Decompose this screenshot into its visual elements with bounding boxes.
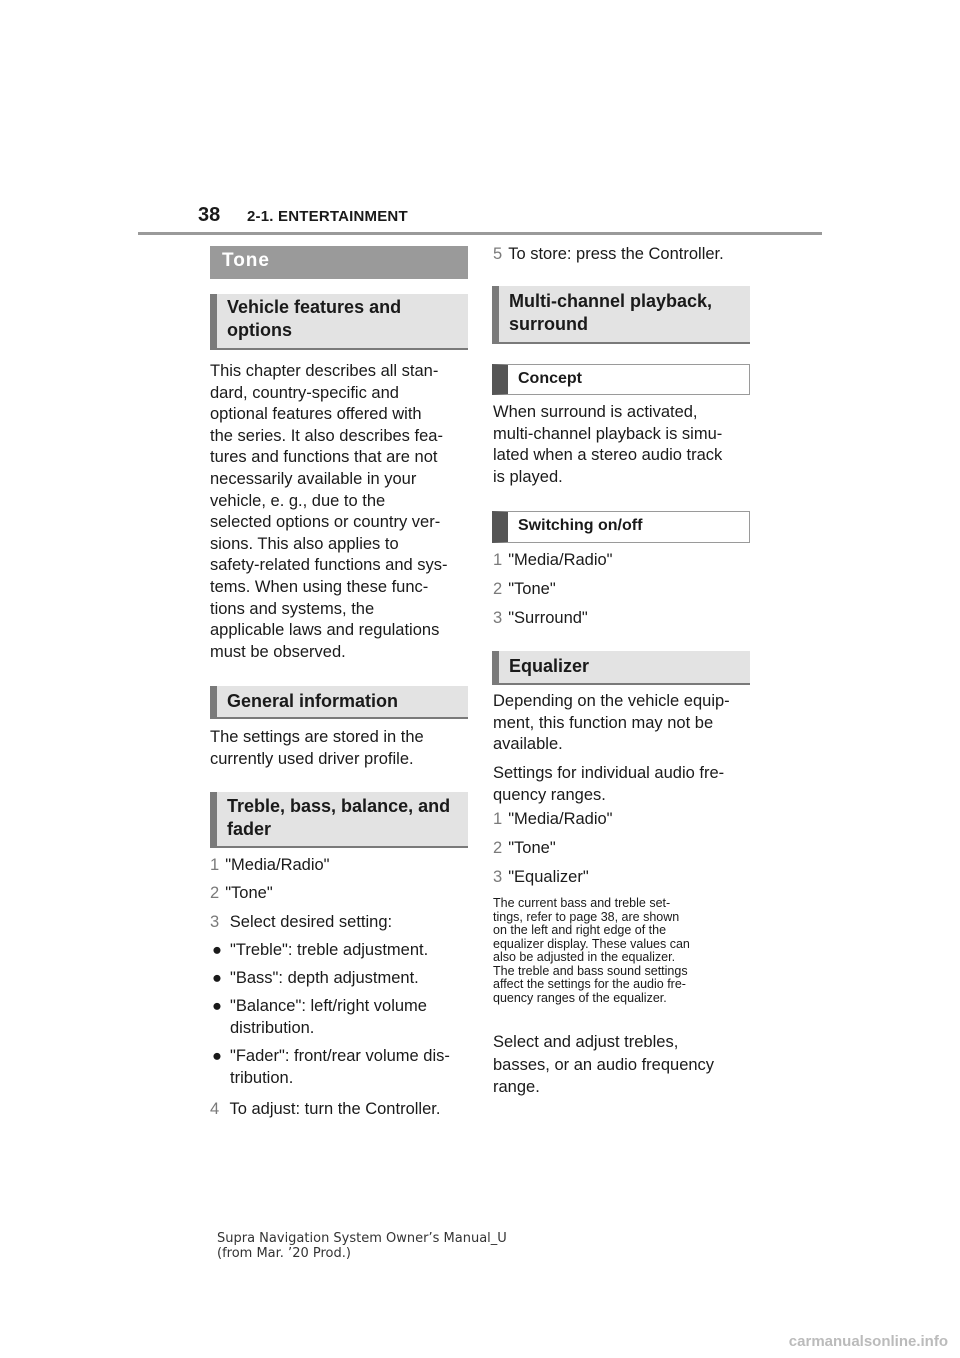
watermark: carmanualsonline.info [788, 1333, 948, 1350]
concept-heading: Concept [492, 364, 750, 395]
concept-text: When surround is activated, multi-channel playback is simu- lated when a stereo audio track is played. [493, 403, 723, 486]
footer: Supra Navigation System Owner’s Manual_U (from Mar. ’20 Prod.) [217, 1231, 507, 1261]
step-item: 1 "Media/Radio" [493, 551, 613, 569]
step-item: 2 "Tone" [493, 580, 556, 598]
multi-channel-heading: Multi-channel playback, surround [492, 286, 750, 344]
equalizer-note: The current bass and treble set- tings, refer to page 38, are shown on the left and right edge of the equalizer display. These values can also be adjusted in the equalizer. The treble and bass sound settings affect the settings for the audio fre- quency ranges of the equalizer. [493, 896, 690, 1005]
header-rule [138, 232, 822, 235]
step-item: 4 To adjust: turn the Controller. [210, 1100, 441, 1118]
step-item: 3 "Surround" [493, 609, 588, 627]
bullet-icon: ● [212, 969, 222, 987]
switching-heading: Switching on/off [492, 511, 750, 543]
treble-bass-heading: Treble, bass, balance, and fader [210, 792, 468, 848]
bullet-icon: ● [212, 1047, 222, 1065]
equalizer-settings-text: Settings for individual audio fre- quency ranges. [493, 764, 725, 804]
tone-heading: Tone [210, 246, 468, 279]
bullet-icon: ● [212, 997, 222, 1015]
bullet-icon: ● [212, 941, 222, 959]
step-item: 1 "Media/Radio" [210, 856, 330, 874]
equalizer-availability-text: Depending on the vehicle equip- ment, this function may not be available. [493, 692, 730, 754]
bullet-item: ● "Balance": left/right volume distribution. [212, 997, 427, 1037]
step-item: 2 "Tone" [210, 884, 273, 902]
vehicle-features-text: This chapter describes all stan- dard, country-specific and optional features offered with the series. It also describes fea- tures and functions that are not necessarily available in your vehicle, e. g., due to the selected options or country ver- sions. This also applies to safety-related functions and sys- tems. When using these func- tions and systems, the applicable laws and regulations must be observed. [210, 362, 448, 661]
bullet-item: ● "Bass": depth adjustment. [212, 968, 490, 990]
general-information-text: The settings are stored in the currently used driver profile. [210, 728, 424, 768]
bullet-item: ● "Fader": front/rear volume dis- tribution. [212, 1047, 450, 1087]
page-number: 38 [198, 204, 221, 226]
final-instruction: Select and adjust trebles, basses, or an audio frequency range. [493, 1033, 715, 1096]
step-item: 5 To store: press the Controller. [493, 245, 724, 263]
equalizer-heading: Equalizer [492, 651, 750, 685]
section-title: 2-1. ENTERTAINMENT [247, 208, 408, 225]
step-item: 3 Select desired setting: [210, 913, 393, 931]
vehicle-features-heading: Vehicle features and options [210, 294, 468, 350]
step-item: 3 "Equalizer" [493, 868, 589, 886]
step-item: 2 "Tone" [493, 839, 556, 857]
general-information-heading: General information [210, 686, 468, 719]
bullet-item: ● "Treble": treble adjustment. [212, 940, 490, 962]
step-item: 1 "Media/Radio" [493, 810, 613, 828]
